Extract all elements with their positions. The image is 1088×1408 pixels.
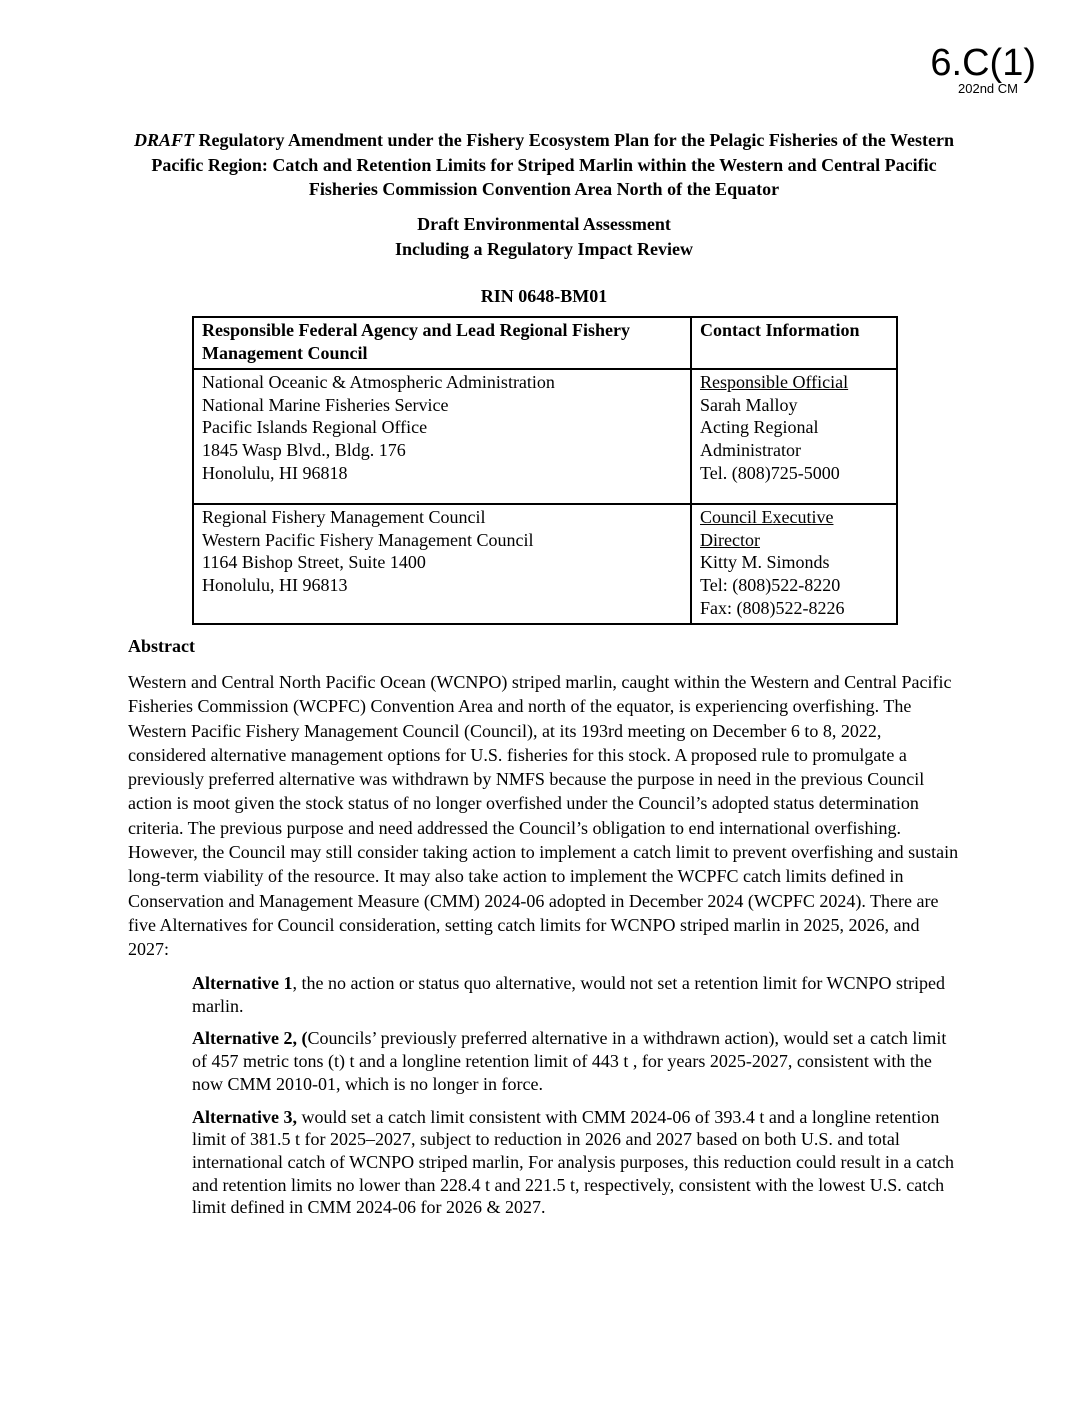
agency-line: Pacific Islands Regional Office <box>202 417 428 438</box>
agency-line: National Marine Fisheries Service <box>202 394 449 415</box>
alternative-label: Alternative 1 <box>192 973 293 993</box>
alternative-text: would set a catch limit consistent with CMM 2024-06 of 393.4 t and a longline retention limit of 381.5 t for 2025–2027, subject to reduction in 2026 and 2027 based on both U.S. and total international catch of WCNPO striped marlin, For analysis purposes, this reduction could result in a catch and retention limits no lower than 228.4 t and 221.5 t, respectively, consistent with the lowest U.S. catch limit defined in CMM 2024-06 for 2026 & 2027. <box>192 1106 954 1218</box>
abstract-heading: Abstract <box>128 636 195 656</box>
agency-line: Regional Fishery Management Council <box>202 507 486 528</box>
alternative-label: Alternative 3, <box>192 1106 297 1127</box>
contact-line: Sarah Malloy <box>700 394 798 415</box>
agency-cell <box>193 369 691 504</box>
subtitle-line-2: Including a Regulatory Impact Review <box>395 238 693 259</box>
alternative-text: Councils’ previously preferred alternative in a withdrawn action), would set a catch limit of 457 metric tons (t) t and a longline retention limit of 443 t , for years 2025-2027, consistent with the now CMM 2010-01, which is no longer in force. <box>192 1028 947 1094</box>
subtitle-line-1: Draft Environmental Assessment <box>417 214 671 234</box>
title-text: Regulatory Amendment under the Fishery Ecosystem Plan for the Pelagic Fisheries of the Western Pacific Region: Catch and Retention Limits for Striped Marlin within the Western and Central Pacific Fisheries Commission Convention Area North of the Equator <box>151 130 954 199</box>
table-row <box>193 369 897 504</box>
list-item <box>192 1027 960 1095</box>
header-agency: Responsible Federal Agency and Lead Regional Fishery Management Council <box>193 317 691 369</box>
agency-cell <box>193 504 691 624</box>
table-header-row <box>193 317 897 369</box>
agency-line: Honolulu, HI 96818 <box>202 462 348 483</box>
rin-number: RIN 0648-BM01 <box>480 286 608 306</box>
document-subtitle <box>128 212 960 261</box>
list-item <box>192 972 960 1017</box>
list-item <box>192 1106 960 1220</box>
agenda-tag <box>930 44 1036 95</box>
draft-label: DRAFT <box>134 130 195 150</box>
agency-line: National Oceanic & Atmospheric Administration <box>202 372 555 393</box>
contact-line: Tel. (808)725-5000 <box>700 462 840 483</box>
table-row <box>193 504 897 624</box>
document-title <box>128 128 960 202</box>
abstract-body: Western and Central North Pacific Ocean (WCNPO) striped marlin, caught within the Western and Central Pacific Fisheries Commission (WCPFC) Convention Area and north of the equator, is experiencing overfishing. The Western Pacific Fishery Management Council (Council), at its 193rd meeting on December 6 to 8, 2022, considered alternative management options for U.S. fisheries for this stock. A proposed rule to promulgate a previously preferred alternative was withdrawn by NMFS because the purpose in need in the previous Council action is moot given the stock status of no longer overfished under the Council’s adopted status determination criteria. The previous purpose and need addressed the Council’s obligation to end international overfishing. However, the Council may still consider taking action to implement a catch limit to prevent overfishing and sustain long-term viability of the resource. It may also take action to implement the WCPFC catch limits defined in Conservation and Management Measure (CMM) 2024-06 adopted in December 2024 (WCPFC 2024). There are five Alternatives for Council consideration, setting catch limits for WCNPO striped marlin in 2025, 2026, and 2027: <box>128 672 959 960</box>
meeting-label: 202nd CM <box>958 81 1018 96</box>
contact-line: Fax: (808)522-8226 <box>700 597 845 618</box>
contact-line: Tel: (808)522-8220 <box>700 574 841 595</box>
alternative-label: Alternative 2, ( <box>192 1028 308 1049</box>
agency-line: 1845 Wasp Blvd., Bldg. 176 <box>202 439 406 460</box>
contact-cell <box>691 369 897 504</box>
contact-title: Council Executive Director <box>700 507 834 550</box>
contact-line: Kitty M. Simonds <box>700 552 830 573</box>
contact-cell <box>691 504 897 624</box>
agency-line: Honolulu, HI 96813 <box>202 574 348 595</box>
agency-line: Western Pacific Fishery Management Council <box>202 529 534 550</box>
agency-contact-table <box>192 316 898 625</box>
alternative-text: , the no action or status quo alternative, would not set a retention limit for WCNPO striped marlin. <box>192 973 946 1016</box>
agency-line: 1164 Bishop Street, Suite 1400 <box>202 552 426 573</box>
header-contact: Contact Information <box>691 317 897 369</box>
contact-line: Acting Regional Administrator <box>700 417 819 460</box>
alternatives-list <box>192 972 960 1229</box>
contact-title: Responsible Official <box>700 372 849 393</box>
agenda-item-number: 6.C(1) <box>930 42 1036 84</box>
